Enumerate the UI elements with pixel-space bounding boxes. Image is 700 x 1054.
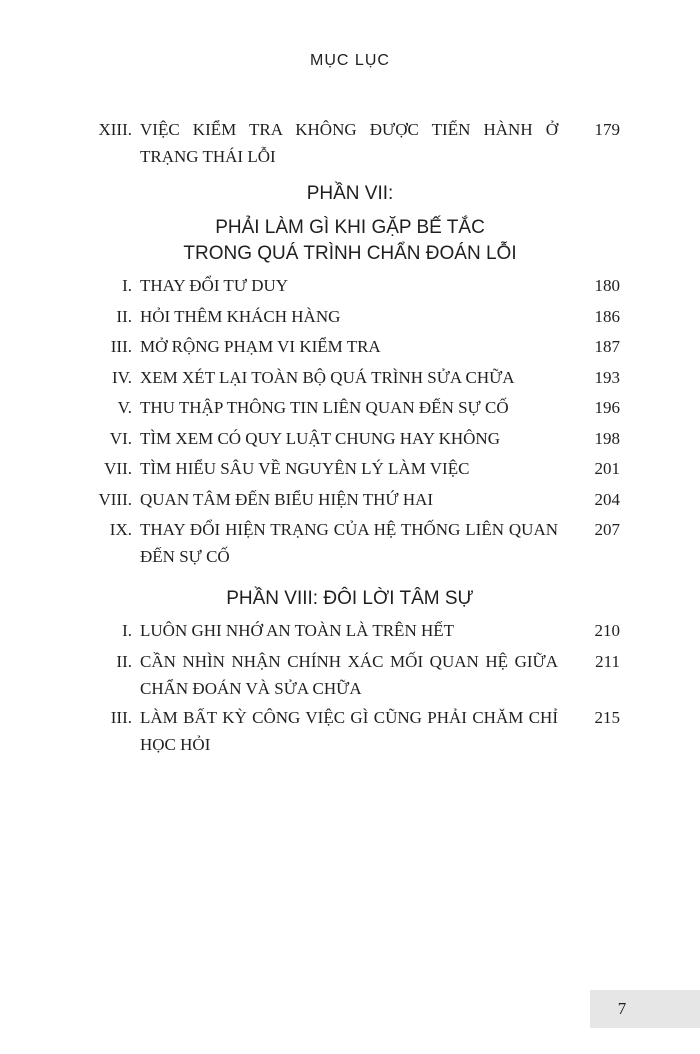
- entry-number: V.: [117, 398, 132, 417]
- entry-number: II.: [116, 652, 132, 671]
- entry-page: 186: [594, 307, 620, 326]
- toc-entry: [92, 648, 620, 702]
- toc-entry: [92, 704, 620, 758]
- entry-number: VI.: [109, 429, 132, 448]
- entry-number: III.: [110, 708, 132, 727]
- running-head: MỤC LỤC: [310, 52, 390, 69]
- entry-page: 211: [595, 652, 620, 671]
- entry-page: 201: [594, 459, 620, 478]
- entry-title: LUÔN GHI NHỚ AN TOÀN LÀ TRÊN HẾT: [140, 621, 455, 640]
- entry-number: IX.: [109, 520, 132, 539]
- entry-title: LÀM BẤT KỲ CÔNG VIỆC GÌ CŨNG PHẢI CHĂM CHỈ HỌC HỎI: [140, 708, 558, 754]
- toc-entry: [92, 425, 620, 452]
- part-heading: PHẦN VII:: [306, 183, 394, 204]
- entry-number: III.: [110, 337, 132, 356]
- entry-title: THU THẬP THÔNG TIN LIÊN QUAN ĐẾN SỰ CỐ: [140, 398, 509, 417]
- part-heading: PHẢI LÀM GÌ KHI GẶP BẾ TẮC: [215, 217, 485, 238]
- entry-title: QUAN TÂM ĐẾN BIỂU HIỆN THỨ HAI: [140, 490, 434, 509]
- entry-page: 204: [594, 490, 620, 509]
- part-heading: PHẦN VIII: ĐÔI LỜI TÂM SỰ: [226, 588, 474, 609]
- entry-page: 210: [594, 621, 620, 640]
- entry-number: II.: [116, 307, 132, 326]
- entry-title: TÌM HIỂU SÂU VỀ NGUYÊN LÝ LÀM VIỆC: [140, 459, 470, 478]
- entry-title: MỞ RỘNG PHẠM VI KIỂM TRA: [140, 337, 381, 356]
- entry-title: TÌM XEM CÓ QUY LUẬT CHUNG HAY KHÔNG: [140, 429, 500, 448]
- entry-number: XIII.: [98, 120, 132, 139]
- entry-title: CẦN NHÌN NHẬN CHÍNH XÁC MỐI QUAN HỆ GIỮA CHẨN ĐOÁN VÀ SỬA CHỮA: [140, 652, 558, 698]
- toc-entry: [92, 617, 620, 644]
- entry-page: 187: [594, 337, 620, 356]
- entry-title: THAY ĐỔI HIỆN TRẠNG CỦA HỆ THỐNG LIÊN QUAN ĐẾN SỰ CỐ: [140, 520, 558, 566]
- entry-page: 193: [594, 368, 620, 387]
- toc-entry: [92, 455, 620, 482]
- toc-entry: [92, 333, 620, 360]
- toc-entry: [92, 486, 620, 513]
- toc-entry: [92, 272, 620, 299]
- entry-page: 196: [594, 398, 620, 417]
- entry-number: VII.: [104, 459, 132, 478]
- entry-page: 207: [594, 520, 620, 539]
- toc-entry: [92, 116, 620, 170]
- toc-entry: [92, 303, 620, 330]
- page-number: 7: [617, 999, 627, 1018]
- part-heading: TRONG QUÁ TRÌNH CHẨN ĐOÁN LỖI: [183, 243, 517, 264]
- entry-page: 215: [594, 708, 620, 727]
- toc-entry: [92, 516, 620, 570]
- entry-number: IV.: [112, 368, 132, 387]
- entry-title: XEM XÉT LẠI TOÀN BỘ QUÁ TRÌNH SỬA CHỮA: [140, 368, 515, 387]
- entry-page: 179: [594, 120, 620, 139]
- entry-page: 198: [594, 429, 620, 448]
- entry-number: I.: [122, 276, 132, 295]
- entry-title: VIỆC KIỂM TRA KHÔNG ĐƯỢC TIẾN HÀNH Ở TRẠNG THÁI LỖI: [140, 120, 558, 166]
- toc-entry: [92, 394, 620, 421]
- toc-entry: [92, 364, 620, 391]
- entry-title: THAY ĐỔI TƯ DUY: [140, 276, 289, 295]
- entry-number: VIII.: [98, 490, 132, 509]
- entry-number: I.: [122, 621, 132, 640]
- entry-title: HỎI THÊM KHÁCH HÀNG: [140, 307, 341, 326]
- entry-page: 180: [594, 276, 620, 295]
